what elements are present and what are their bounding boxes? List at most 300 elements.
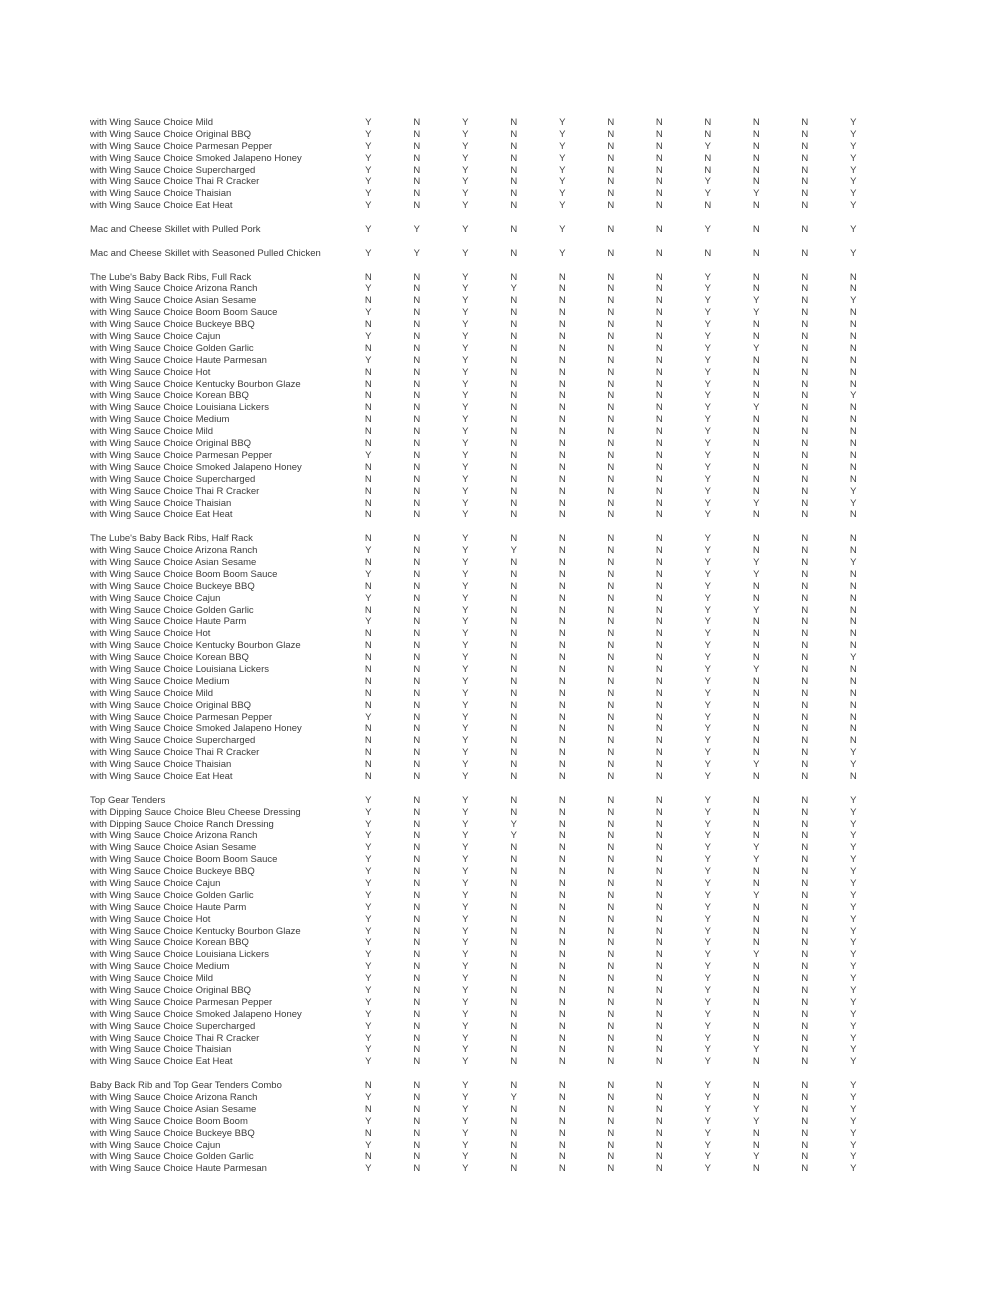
value-cell: N [558,449,566,461]
value-cell: N [655,1080,663,1092]
value-cell: N [558,711,566,723]
value-cell: N [801,140,809,152]
table-row [90,878,1000,890]
value-cell: Y [462,319,469,331]
value-cell: N [655,770,663,782]
value-cell: Y [462,545,469,557]
table-row [90,926,1000,938]
value-cell: N [413,1127,421,1139]
value-cell: N [413,545,421,557]
value-cell: Y [462,806,469,818]
value-cell: N [801,735,809,747]
value-cell: N [801,878,809,889]
value-cell: Y [413,224,420,236]
value-cell: N [510,509,518,521]
value-cell: Y [753,842,760,854]
value-cell: N [752,117,760,128]
item-label: with Wing Sauce Choice Kentucky Bourbon Glaze [90,925,301,937]
value-cell: N [801,283,809,295]
value-cell: N [752,1127,760,1139]
value-cell: N [655,485,663,497]
item-label: with Wing Sauce Choice Mild [90,687,214,699]
value-cell: N [558,985,566,997]
value-cell: N [801,1139,809,1151]
item-label: with Wing Sauce Choice Smoked Jalapeno Honey [90,152,302,164]
value-cell: Y [704,414,711,426]
value-cell: N [510,449,518,461]
value-cell: N [801,937,809,949]
value-cell: Y [850,140,857,152]
item-label: with Wing Sauce Choice Golden Garlic [90,1151,254,1163]
value-cell: N [849,592,857,604]
value-cell: N [364,723,372,735]
item-label: with Wing Sauce Choice Hot [90,628,211,640]
value-cell: Y [413,247,420,259]
value-cell: Y [462,331,469,343]
item-label: with Wing Sauce Choice Buckeye BBQ [90,580,255,592]
value-cell: N [510,366,518,378]
item-label: with Wing Sauce Choice Thai R Cracker [90,1032,260,1044]
item-label: with Wing Sauce Choice Kentucky Bourbon Glaze [90,378,301,390]
table-row [90,450,1000,462]
value-cell: Y [704,913,711,925]
value-cell: Y [462,580,469,592]
value-cell: N [607,414,615,426]
value-cell: Y [365,128,372,140]
value-cell: N [801,1163,809,1175]
value-cell: N [510,663,518,675]
item-label: Top Gear Tenders [90,794,166,806]
value-cell: Y [704,687,711,699]
value-cell: Y [850,188,857,200]
value-cell: Y [753,949,760,961]
value-cell: N [510,687,518,699]
value-cell: N [364,556,372,568]
value-cell: Y [704,533,711,545]
value-cell: Y [704,842,711,854]
value-cell: N [558,735,566,747]
item-label: with Wing Sauce Choice Haute Parmesan [90,1163,267,1175]
value-cell: N [849,770,857,782]
value-cell: N [413,568,421,580]
value-cell: N [655,497,663,509]
value-cell: N [510,675,518,687]
value-cell: N [558,794,566,806]
value-cell: Y [462,461,469,473]
item-label: with Wing Sauce Choice Haute Parm [90,616,247,628]
value-cell: N [413,319,421,331]
table-row [90,807,1000,819]
value-cell: Y [365,854,372,866]
value-cell: Y [462,794,469,806]
table-row [90,390,1000,402]
value-cell: N [364,497,372,509]
value-cell: N [607,1032,615,1044]
value-cell: N [607,140,615,152]
table-row [90,854,1000,866]
value-cell: N [510,1139,518,1151]
value-cell: Y [704,770,711,782]
value-cell: Y [704,509,711,521]
value-cell: Y [850,747,857,759]
value-cell: N [655,140,663,152]
value-cell: Y [850,117,857,128]
value-cell: N [364,1080,372,1092]
value-cell: N [413,735,421,747]
value-cell: N [849,271,857,283]
value-cell: N [752,640,760,652]
value-cell: Y [462,1032,469,1044]
value-cell: N [849,580,857,592]
value-cell: Y [462,699,469,711]
value-cell: Y [704,759,711,771]
table-row [90,248,1000,260]
value-cell: N [510,331,518,343]
value-cell: N [607,509,615,521]
value-cell: N [655,426,663,438]
item-label: with Wing Sauce Choice Eat Heat [90,770,233,782]
value-cell: N [849,568,857,580]
value-cell: Y [559,164,566,176]
item-label: with Wing Sauce Choice Hot [90,366,211,378]
value-cell: N [510,604,518,616]
value-cell: N [801,128,809,140]
value-cell: N [558,342,566,354]
value-cell: N [655,402,663,414]
value-cell: N [607,224,615,236]
value-cell: N [607,568,615,580]
value-cell: N [510,854,518,866]
value-cell: N [558,533,566,545]
value-cell: Y [559,188,566,200]
value-cell: N [752,140,760,152]
item-label: with Wing Sauce Choice Parmesan Pepper [90,711,273,723]
value-cell: N [801,545,809,557]
value-cell: Y [462,140,469,152]
value-cell: N [510,806,518,818]
value-cell: N [801,1032,809,1044]
table-row [90,343,1000,355]
item-label: with Dipping Sauce Choice Bleu Cheese Dressing [90,806,301,818]
value-cell: N [364,759,372,771]
value-cell: N [510,1008,518,1020]
value-cell: Y [365,117,372,128]
value-cell: Y [704,224,711,236]
value-cell: N [413,283,421,295]
value-cell: N [510,390,518,402]
value-cell: N [558,485,566,497]
value-cell: N [801,1008,809,1020]
value-cell: Y [365,176,372,188]
value-cell: N [801,592,809,604]
item-label: with Wing Sauce Choice Thai R Cracker [90,747,260,759]
table-row [90,1140,1000,1152]
value-cell: N [558,461,566,473]
value-cell: N [752,378,760,390]
value-cell: N [655,283,663,295]
value-cell: N [801,985,809,997]
table-row [90,795,1000,807]
value-cell: N [655,711,663,723]
section-mac-and-cheese-pulled-chicken [90,248,1000,260]
value-cell: Y [462,485,469,497]
value-cell: N [558,1103,566,1115]
value-cell: Y [462,949,469,961]
value-cell: N [655,438,663,450]
value-cell: N [364,473,372,485]
value-cell: Y [753,188,760,200]
value-cell: N [752,533,760,545]
value-cell: N [558,390,566,402]
value-cell: N [607,128,615,140]
value-cell: N [558,580,566,592]
value-cell: N [607,342,615,354]
item-label: with Wing Sauce Choice Asian Sesame [90,295,257,307]
value-cell: N [413,866,421,878]
value-cell: Y [365,616,372,628]
table-row [90,165,1000,177]
value-cell: N [655,1020,663,1032]
value-cell: Y [850,295,857,307]
value-cell: N [558,509,566,521]
value-cell: Y [462,556,469,568]
item-label: with Wing Sauce Choice Cajun [90,1139,221,1151]
value-cell: N [413,878,421,889]
value-cell: N [655,1103,663,1115]
section-mac-and-cheese-pulled-pork [90,224,1000,236]
table-row [90,747,1000,759]
value-cell: N [607,961,615,973]
value-cell: Y [704,473,711,485]
value-cell: N [413,1080,421,1092]
value-cell: N [655,675,663,687]
value-cell: N [655,842,663,854]
value-cell: N [607,889,615,901]
value-cell: N [849,735,857,747]
value-cell: N [655,128,663,140]
value-cell: Y [365,949,372,961]
value-cell: N [801,699,809,711]
value-cell: N [364,747,372,759]
value-cell: Y [850,925,857,937]
value-cell: N [849,533,857,545]
value-cell: Y [704,319,711,331]
value-cell: N [364,414,372,426]
value-cell: N [655,901,663,913]
value-cell: N [510,1151,518,1163]
value-cell: Y [850,152,857,164]
value-cell: Y [704,307,711,319]
value-cell: N [413,818,421,830]
value-cell: Y [462,497,469,509]
value-cell: N [655,699,663,711]
value-cell: N [655,580,663,592]
value-cell: N [801,866,809,878]
item-label: with Wing Sauce Choice Asian Sesame [90,842,257,854]
value-cell: N [655,996,663,1008]
item-label: Mac and Cheese Skillet with Pulled Pork [90,224,261,236]
value-cell: N [752,354,760,366]
value-cell: Y [462,354,469,366]
value-cell: Y [850,806,857,818]
value-cell: Y [365,1139,372,1151]
value-cell: N [849,354,857,366]
value-cell: N [801,295,809,307]
value-cell: N [801,806,809,818]
item-label: with Wing Sauce Choice Supercharged [90,735,256,747]
item-label: with Wing Sauce Choice Mild [90,426,214,438]
value-cell: N [655,723,663,735]
value-cell: N [752,1032,760,1044]
value-cell: Y [704,854,711,866]
value-cell: N [752,866,760,878]
value-cell: N [849,699,857,711]
value-cell: N [510,949,518,961]
value-cell: N [607,759,615,771]
value-cell: Y [462,878,469,889]
value-cell: N [413,164,421,176]
value-cell: N [558,1115,566,1127]
value-cell: N [849,331,857,343]
value-cell: N [849,449,857,461]
value-cell: N [558,1044,566,1056]
value-cell: N [607,1080,615,1092]
value-cell: Y [462,687,469,699]
value-cell: Y [462,1127,469,1139]
value-cell: N [752,747,760,759]
value-cell: N [849,616,857,628]
item-label: with Wing Sauce Choice Thai R Cracker [90,176,260,188]
table-row [90,331,1000,343]
value-cell: N [655,449,663,461]
value-cell: N [607,592,615,604]
value-cell: Y [850,901,857,913]
value-cell: N [364,509,372,521]
value-cell: Y [462,913,469,925]
table-row [90,295,1000,307]
value-cell: Y [704,866,711,878]
table-row [90,1056,1000,1068]
allergen-table [90,117,1000,1175]
value-cell: N [510,770,518,782]
value-cell: N [801,663,809,675]
value-cell: N [849,640,857,652]
value-cell: N [558,806,566,818]
value-cell: N [801,461,809,473]
value-cell: N [558,1092,566,1104]
value-cell: N [752,723,760,735]
value-cell: N [413,687,421,699]
value-cell: N [655,366,663,378]
table-row [90,153,1000,165]
value-cell: N [752,770,760,782]
value-cell: Y [510,545,517,557]
value-cell: N [752,473,760,485]
item-label: with Wing Sauce Choice Buckeye BBQ [90,1127,255,1139]
value-cell: N [801,889,809,901]
item-label: Baby Back Rib and Top Gear Tenders Combo [90,1080,282,1092]
item-label: The Lube's Baby Back Ribs, Full Rack [90,271,252,283]
value-cell: N [801,449,809,461]
value-cell: Y [753,663,760,675]
value-cell: N [655,378,663,390]
value-cell: N [607,497,615,509]
item-label: with Wing Sauce Choice Cajun [90,878,221,889]
value-cell: N [413,485,421,497]
value-cell: Y [704,949,711,961]
value-cell: N [801,176,809,188]
table-row [90,771,1000,783]
value-cell: N [752,414,760,426]
value-cell: N [801,1020,809,1032]
value-cell: Y [704,366,711,378]
value-cell: N [413,889,421,901]
item-label: with Wing Sauce Choice Supercharged [90,473,256,485]
value-cell: N [607,117,615,128]
value-cell: N [655,854,663,866]
value-cell: Y [704,1103,711,1115]
item-label: with Wing Sauce Choice Louisiana Lickers [90,663,270,675]
value-cell: N [364,675,372,687]
value-cell: Y [365,545,372,557]
value-cell: N [607,770,615,782]
value-cell: Y [365,568,372,580]
value-cell: Y [365,996,372,1008]
value-cell: N [364,271,372,283]
value-cell: N [510,568,518,580]
value-cell: N [364,652,372,664]
value-cell: N [510,188,518,200]
table-row [90,605,1000,617]
value-cell: Y [753,307,760,319]
value-cell: N [510,640,518,652]
value-cell: N [364,485,372,497]
value-cell: N [558,675,566,687]
value-cell: Y [462,283,469,295]
value-cell: N [558,271,566,283]
value-cell: N [607,200,615,212]
value-cell: N [801,723,809,735]
section-top-gear-tenders [90,795,1000,1068]
value-cell: N [801,759,809,771]
value-cell: Y [462,759,469,771]
value-cell: N [413,723,421,735]
value-cell: Y [850,164,857,176]
value-cell: Y [462,568,469,580]
value-cell: N [655,568,663,580]
value-cell: Y [365,200,372,212]
value-cell: N [801,354,809,366]
value-cell: Y [704,652,711,664]
value-cell: N [413,414,421,426]
value-cell: N [413,913,421,925]
value-cell: N [801,616,809,628]
value-cell: Y [365,794,372,806]
value-cell: Y [850,866,857,878]
value-cell: N [704,117,712,128]
value-cell: N [607,307,615,319]
value-cell: Y [704,568,711,580]
item-label: with Wing Sauce Choice Cajun [90,592,221,604]
value-cell: Y [704,925,711,937]
value-cell: Y [462,533,469,545]
value-cell: N [510,307,518,319]
value-cell: Y [850,652,857,664]
value-cell: Y [850,497,857,509]
item-label: with Wing Sauce Choice Thai R Cracker [90,485,260,497]
value-cell: Y [850,128,857,140]
value-cell: N [413,449,421,461]
